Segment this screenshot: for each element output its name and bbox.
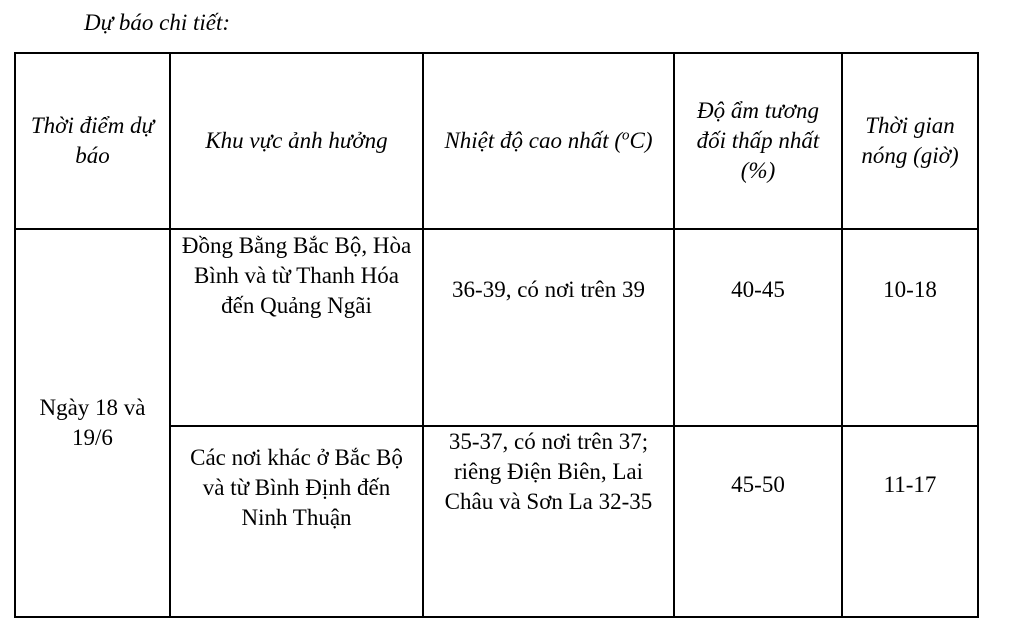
hours-cell bbox=[842, 426, 978, 617]
temperature-cell bbox=[423, 426, 674, 617]
header-temperature-suffix: C) bbox=[629, 128, 653, 153]
table-row bbox=[15, 229, 978, 426]
humidity-value: 45-50 bbox=[731, 472, 785, 497]
header-area-label: Khu vực ảnh hưởng bbox=[205, 128, 388, 153]
time-cell bbox=[15, 229, 170, 617]
header-temperature-degree: o bbox=[622, 127, 630, 144]
temperature-value: 36-39, có nơi trên 39 bbox=[452, 277, 645, 302]
header-time bbox=[15, 53, 170, 229]
area-value: Đồng Bằng Bắc Bộ, Hòa Bình và từ Thanh Hóa đến Quảng Ngãi bbox=[181, 233, 412, 318]
header-hours-label: Thời gian nóng (giờ) bbox=[861, 113, 959, 168]
forecast-table bbox=[14, 52, 979, 618]
header-hours bbox=[842, 53, 978, 229]
header-temperature-prefix: Nhiệt độ cao nhất ( bbox=[444, 128, 623, 153]
temperature-cell bbox=[423, 229, 674, 426]
header-temperature bbox=[423, 53, 674, 229]
humidity-value: 40-45 bbox=[731, 277, 785, 302]
humidity-cell bbox=[674, 426, 842, 617]
header-time-label: Thời điểm dự báo bbox=[30, 113, 155, 168]
table-header-row bbox=[15, 53, 978, 229]
hours-value: 10-18 bbox=[883, 277, 937, 302]
hours-cell bbox=[842, 229, 978, 426]
hours-value: 11-17 bbox=[883, 472, 937, 497]
time-value: Ngày 18 và 19/6 bbox=[39, 395, 146, 450]
humidity-cell bbox=[674, 229, 842, 426]
area-cell bbox=[170, 229, 423, 426]
section-caption: Dự báo chi tiết: bbox=[84, 10, 231, 35]
area-cell bbox=[170, 426, 423, 617]
header-area bbox=[170, 53, 423, 229]
header-humidity-label: Độ ẩm tương đối thấp nhất (%) bbox=[696, 98, 820, 183]
area-value: Các nơi khác ở Bắc Bộ và từ Bình Định đến Ninh Thuận bbox=[190, 445, 403, 530]
temperature-value: 35-37, có nơi trên 37; riêng Điện Biên, Lai Châu và Sơn La 32-35 bbox=[444, 429, 653, 514]
header-humidity bbox=[674, 53, 842, 229]
